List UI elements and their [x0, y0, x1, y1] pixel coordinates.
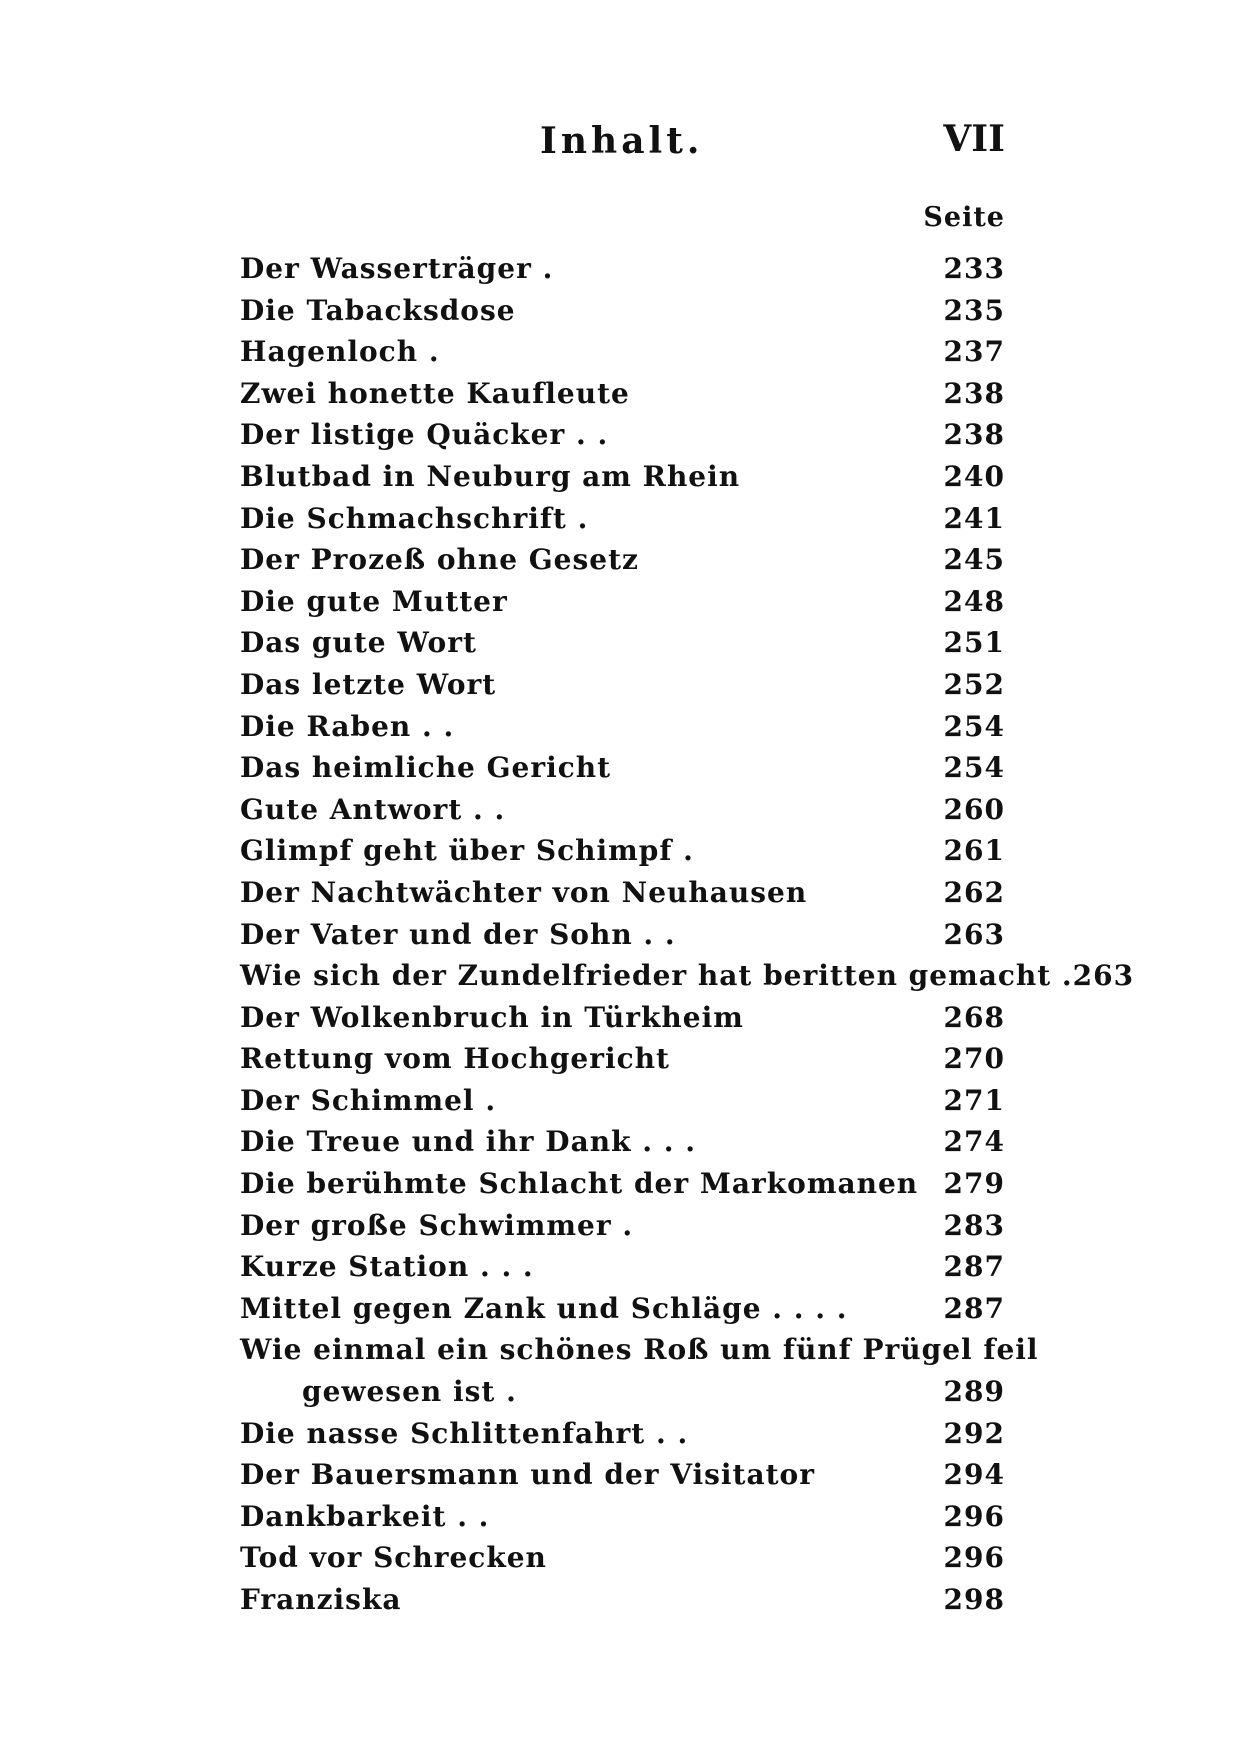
entry-title: Tod vor Schrecken: [240, 1541, 547, 1575]
entry-page-number: 252: [943, 667, 1005, 701]
toc-entry: [240, 1163, 1005, 1205]
toc-entry: [240, 373, 1005, 415]
entry-page-number: 296: [943, 1541, 1005, 1575]
entry-page-number: 245: [943, 543, 1005, 577]
entry-title: Kurze Station . . .: [240, 1250, 534, 1284]
entry-title: Das heimliche Gericht: [240, 751, 612, 785]
entry-page-number: 248: [943, 584, 1005, 618]
entry-title: Die gute Mutter: [240, 584, 508, 618]
entry-page-number: 287: [943, 1291, 1005, 1325]
entry-title: Die Treue und ihr Dank . . .: [240, 1125, 696, 1159]
entry-title: Die Schmachschrift .: [240, 501, 589, 535]
entry-page-number: 279: [943, 1167, 1005, 1201]
entry-page-number: 287: [943, 1250, 1005, 1284]
toc-entry: [240, 706, 1005, 748]
toc-entry: [240, 1371, 1005, 1413]
toc-entry: [240, 622, 1005, 664]
entry-title: Das gute Wort: [240, 626, 477, 660]
entry-page-number: 283: [943, 1208, 1005, 1242]
entry-page-number: 271: [943, 1083, 1005, 1117]
entry-page-number: 268: [943, 1000, 1005, 1034]
entry-page-number: 251: [943, 626, 1005, 660]
toc-entry: [240, 955, 1135, 997]
toc-entry: [240, 1246, 1005, 1288]
entry-title: Blutbad in Neuburg am Rhein: [240, 459, 741, 493]
entry-title: Die berühmte Schlacht der Markomanen: [240, 1167, 919, 1201]
entry-page-number: 241: [943, 501, 1005, 535]
entry-page-number: 261: [943, 834, 1005, 868]
entry-title: Zwei honette Kaufleute: [240, 376, 630, 410]
toc-entry: [240, 414, 1005, 456]
toc-entry: [240, 664, 1005, 706]
toc-entry: [240, 539, 1005, 581]
entry-page-number: 298: [943, 1583, 1005, 1616]
table-of-contents: [240, 248, 1135, 1621]
toc-entry: [240, 1537, 1005, 1579]
page-title: Inhalt.: [540, 120, 704, 162]
entry-page-number: 294: [943, 1458, 1005, 1492]
toc-entry: [240, 331, 1005, 373]
entry-title: Der Prozeß ohne Gesetz: [240, 543, 639, 577]
toc-entry: [240, 1496, 1005, 1538]
toc-entry: [240, 997, 1005, 1039]
entry-page-number: 260: [943, 792, 1005, 826]
entry-title: Franziska: [240, 1583, 402, 1616]
toc-entry: [240, 1288, 1005, 1330]
entry-title: Mittel gegen Zank und Schläge . . . .: [240, 1291, 848, 1325]
toc-entry: [240, 747, 1005, 789]
entry-page-number: 254: [943, 709, 1005, 743]
entry-page-number: 274: [943, 1125, 1005, 1159]
entry-page-number: 237: [943, 335, 1005, 369]
entry-page-number: 235: [943, 293, 1005, 327]
toc-entry: [240, 456, 1005, 498]
entry-title: Der Wolkenbruch in Türkheim: [240, 1000, 744, 1034]
entry-title: Die Raben . .: [240, 709, 455, 743]
entry-page-number: 289: [943, 1375, 1005, 1409]
entry-title: Der Wasserträger .: [240, 252, 554, 285]
entry-title: Wie sich der Zundelfrieder hat beritten gemacht .: [240, 959, 1073, 993]
page-number: VII: [943, 118, 1005, 160]
entry-title: Dankbarkeit . .: [240, 1499, 490, 1533]
entry-title: Die nasse Schlittenfahrt . .: [240, 1416, 689, 1450]
entry-page-number: 254: [943, 751, 1005, 785]
entry-title: Wie einmal ein schönes Roß um fünf Prügel feil: [240, 1333, 1039, 1367]
entry-title: Die Tabacksdose: [240, 293, 516, 327]
entry-title: Das letzte Wort: [240, 667, 497, 701]
entry-title: Der Schimmel .: [240, 1083, 497, 1117]
entry-page-number: 240: [943, 459, 1005, 493]
toc-entry: [240, 1080, 1005, 1122]
entry-page-number: 263: [943, 917, 1005, 951]
entry-page-number: 296: [943, 1499, 1005, 1533]
entry-page-number: 238: [943, 376, 1005, 410]
entry-title: Rettung vom Hochgericht: [240, 1042, 670, 1076]
toc-entry: [240, 1579, 1005, 1621]
entry-title: Gute Antwort . .: [240, 792, 506, 826]
toc-entry: [240, 1038, 1005, 1080]
toc-entry: [240, 914, 1005, 956]
toc-entry: [240, 290, 1005, 332]
toc-entry: [240, 789, 1005, 831]
toc-entry: [240, 1329, 1039, 1371]
entry-title: Der listige Quäcker . .: [240, 418, 609, 452]
entry-page-number: 262: [943, 875, 1005, 909]
toc-entry: [240, 498, 1005, 540]
entry-page-number: 233: [943, 252, 1005, 285]
entry-title: Hagenloch .: [240, 335, 440, 369]
page-column-label: Seite: [923, 202, 1005, 233]
toc-entry: [240, 581, 1005, 623]
toc-entry: [240, 1413, 1005, 1455]
entry-title: Der Bauersmann und der Visitator: [240, 1458, 815, 1492]
toc-entry: [240, 830, 1005, 872]
toc-entry: [240, 872, 1005, 914]
toc-entry: [240, 1205, 1005, 1247]
entry-page-number: 263: [1072, 959, 1135, 993]
entry-page-number: 238: [943, 418, 1005, 452]
toc-entry: [240, 1121, 1005, 1163]
entry-title: Der Nachtwächter von Neuhausen: [240, 875, 808, 909]
entry-page-number: 292: [943, 1416, 1005, 1450]
entry-title: Glimpf geht über Schimpf .: [240, 834, 694, 868]
entry-title: Der Vater und der Sohn . .: [240, 917, 676, 951]
entry-title-continuation: gewesen ist .: [302, 1375, 517, 1409]
entry-title: Der große Schwimmer .: [240, 1208, 634, 1242]
toc-entry: [240, 1454, 1005, 1496]
entry-page-number: 270: [943, 1042, 1005, 1076]
toc-entry: [240, 248, 1005, 290]
